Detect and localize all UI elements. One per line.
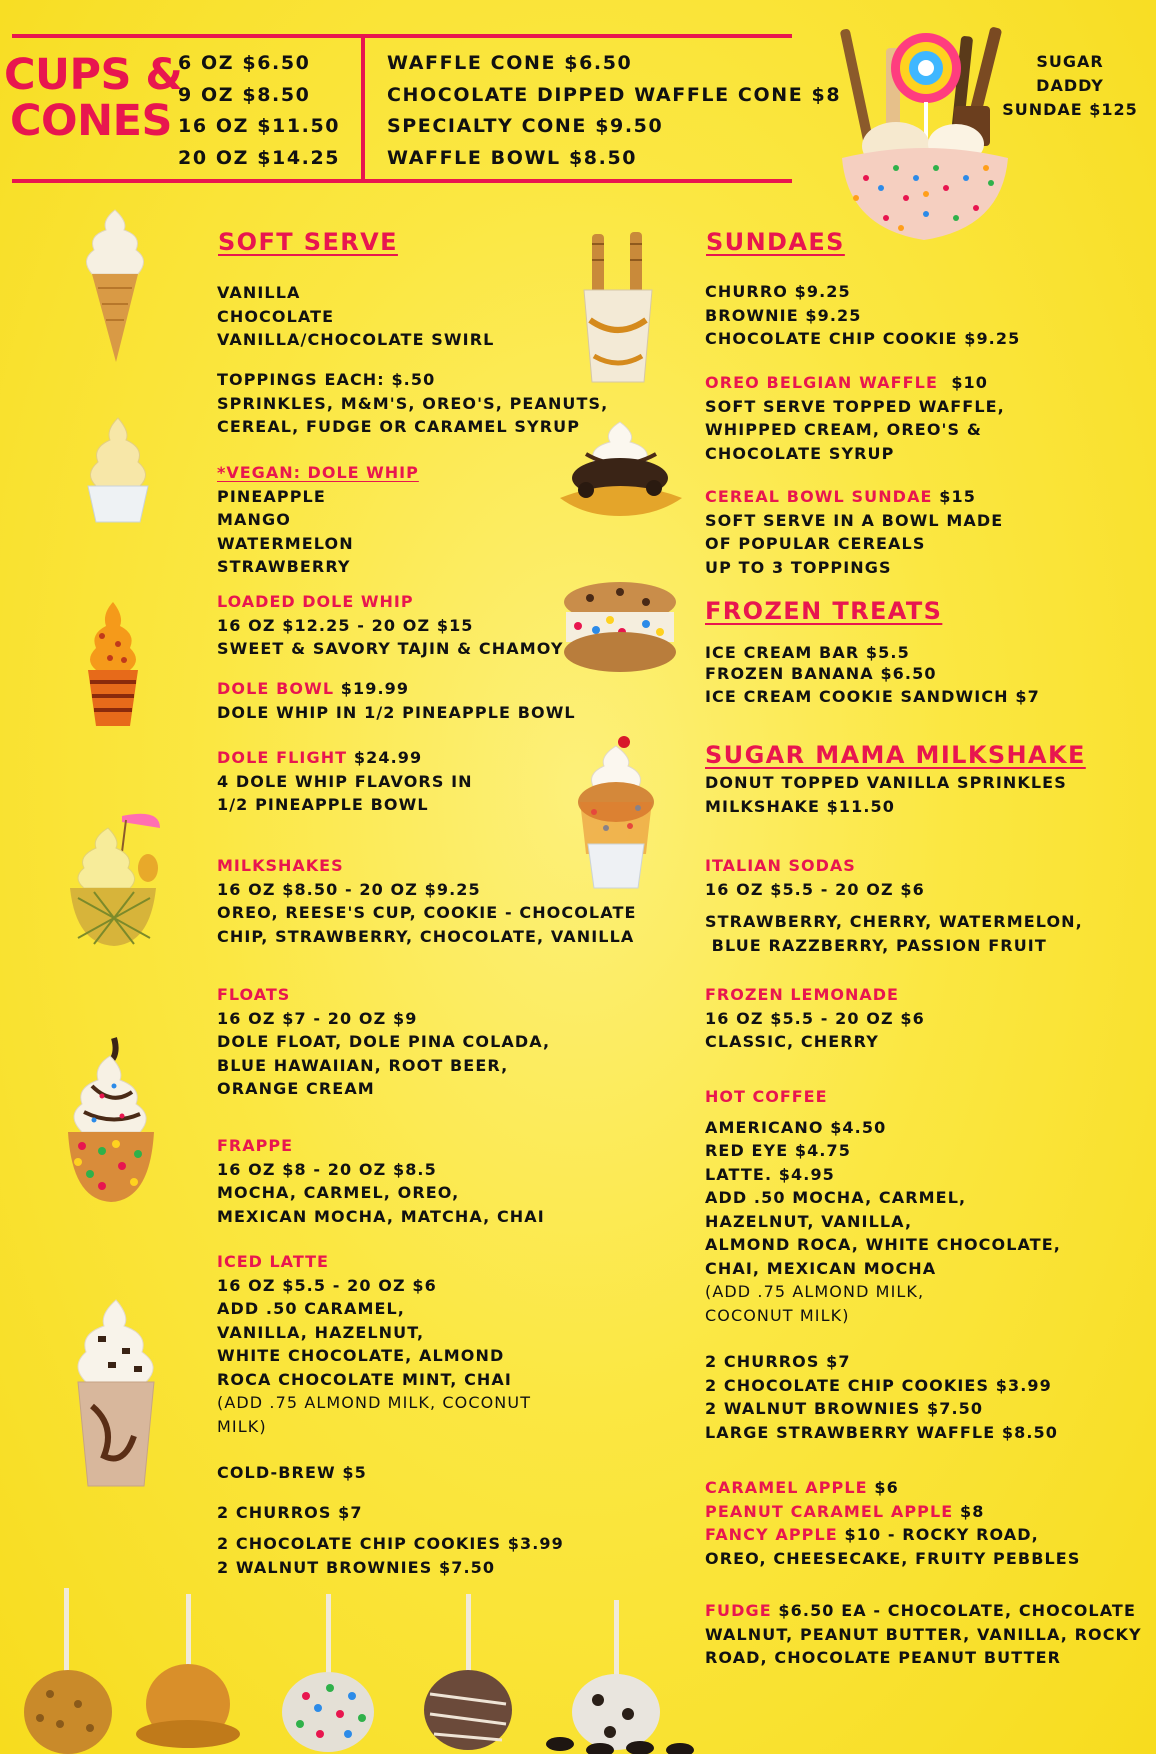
cone-item: CHOCOLATE DIPPED WAFFLE CONE $8 [387,83,842,106]
apple-price: $6 [867,1478,899,1497]
cereal-bowl-line: OF POPULAR CEREALS [705,534,926,553]
milkshakes-line: CHIP, STRAWBERRY, CHOCOLATE, VANILLA [217,926,635,946]
cereal-bowl-name: CEREAL BOWL SUNDAE [705,487,933,506]
header-top-rule [12,34,792,38]
apple-name: PEANUT CARAMEL APPLE [705,1501,954,1521]
apple-price: $8 [953,1501,985,1521]
dole-flight-name: DOLE FLIGHT [217,748,348,767]
vegan-flavor: PINEAPPLE [217,486,326,506]
cookies-item-left: 2 CHOCOLATE CHIP COOKIES $3.99 [217,1534,564,1553]
cereal-bowl-line: SOFT SERVE IN A BOWL MADE [705,510,1004,530]
floats-line: BLUE HAWAIIAN, ROOT BEER, [217,1055,509,1075]
fudge-block [705,1599,1142,1670]
apple-price: $10 - ROCKY ROAD, [837,1525,1039,1544]
frappe-line: MOCHA, CARMEL, OREO, [217,1183,460,1202]
loaded-dole-whip-block [217,590,564,661]
frappe-block [217,1134,545,1228]
vegan-flavor: STRAWBERRY [217,557,351,576]
italian-sodas-block [705,854,1083,957]
fudge-line: ROAD, CHOCOLATE PEANUT BUTTER [705,1648,1062,1667]
dole-flight-line: 4 DOLE WHIP FLAVORS IN [217,771,473,791]
sundae-item: BROWNIE $9.25 [705,305,862,325]
italian-sodas-line: STRAWBERRY, CHERRY, WATERMELON, [705,912,1083,931]
milkshakes-line: 16 OZ $8.50 - 20 OZ $9.25 [217,879,481,899]
iced-latte-block [217,1250,531,1438]
frozen-treats-list [705,642,1040,709]
milkshakes-line: OREO, REESE'S CUP, COOKIE - CHOCOLATE [217,903,637,922]
sundaes-list [705,280,1020,351]
loaded-dole-line: SWEET & SAVORY TAJIN & CHAMOY [217,639,564,658]
hot-coffee-line: RED EYE $4.75 [705,1141,852,1160]
vegan-flavor: WATERMELON [217,533,354,553]
iced-latte-line: ROCA CHOCOLATE MINT, CHAI [217,1369,512,1389]
italian-sodas-price: 16 OZ $5.5 - 20 OZ $6 [705,879,925,899]
bakery-item: LARGE STRAWBERRY WAFFLE $8.50 [705,1422,1059,1442]
soft-serve-title: SOFT SERVE [218,228,398,256]
cone-item: WAFFLE CONE $6.50 [387,52,633,74]
oreo-waffle-line: WHIPPED CREAM, OREO'S & [705,420,982,439]
dole-flight-block [217,746,473,817]
dole-flight-line: 1/2 PINEAPPLE BOWL [217,795,429,814]
hot-coffee-line: LATTE. $4.95 [705,1164,835,1184]
sugar-mama-line: MILKSHAKE $11.50 [705,796,896,816]
hot-coffee-line: AMERICANO $4.50 [705,1117,887,1137]
left-bakery-block [217,1532,564,1579]
hot-coffee-title: HOT COFFEE [705,1087,828,1106]
frozen-treat-item: ICE CREAM BAR $5.5 [705,643,910,662]
hot-coffee-line: HAZELNUT, VANILLA, [705,1211,913,1231]
header-bottom-rule [12,179,792,183]
hot-coffee-line: ADD .50 MOCHA, CARMEL, [705,1188,967,1207]
cup-size-item: 16 OZ $11.50 [178,115,341,137]
vegan-flavor: MANGO [217,510,291,529]
toppings-line: TOPPINGS EACH: $.50 [217,370,436,389]
cup-size-item: 20 OZ $14.25 [178,146,341,169]
caramel-apples-image [0,1584,720,1754]
ice-cream-cookie-sandwich-image [560,580,680,676]
italian-sodas-line: BLUE RAZZBERRY, PASSION FRUIT [705,935,1047,955]
iced-latte-line: ADD .50 CARAMEL, [217,1299,405,1318]
oreo-waffle-line: CHOCOLATE SYRUP [705,443,895,463]
oreo-waffle-line: SOFT SERVE TOPPED WAFFLE, [705,396,1005,416]
sugar-daddy-line2: SUNDAE $125 [1002,100,1138,119]
fudge-line: WALNUT, PEANUT BUTTER, VANILLA, ROCKY [705,1624,1142,1644]
hot-coffee-line: CHAI, MEXICAN MOCHA [705,1258,937,1278]
header-divider [361,36,365,182]
sugar-daddy-label [1000,50,1140,122]
frozen-lemonade-block [705,983,925,1054]
loaded-dole-title: LOADED DOLE WHIP [217,592,414,611]
cereal-bowl-line: UP TO 3 TOPPINGS [705,557,892,577]
pineapple-bowl-image [64,808,164,948]
cone-list [387,48,841,174]
cold-brew-item: COLD-BREW $5 [217,1463,367,1482]
iced-latte-line: WHITE CHOCOLATE, ALMOND [217,1346,505,1365]
apples-continued: OREO, CHEESECAKE, FRUITY PEBBLES [705,1548,1081,1568]
frappe-cup-image [64,1296,168,1490]
soft-serve-cone-image [80,208,150,364]
churros-item-left: 2 CHURROS $7 [217,1503,363,1522]
floats-title: FLOATS [217,985,291,1004]
cereal-bowl-price: $15 [932,487,976,506]
float-cup-image [62,1036,160,1204]
vegan-title: *VEGAN: DOLE WHIP [217,463,419,482]
iced-latte-note: MILK) [217,1416,267,1436]
cups-cones-title [4,52,182,144]
cup-size-item: 6 OZ $6.50 [178,52,311,74]
dole-bowl-block [217,677,576,724]
sundae-item: CHOCOLATE CHIP COOKIE $9.25 [705,329,1021,348]
dole-bowl-name: DOLE BOWL [217,679,335,698]
dole-bowl-line: DOLE WHIP IN 1/2 PINEAPPLE BOWL [217,702,576,722]
dole-whip-cup-image [80,416,156,526]
frappe-line: MEXICAN MOCHA, MATCHA, CHAI [217,1206,545,1226]
bakery-item: 2 CHOCOLATE CHIP COOKIES $3.99 [705,1375,1052,1395]
iced-latte-line: 16 OZ $5.5 - 20 OZ $6 [217,1275,437,1295]
apples-block [705,1476,1080,1570]
sundaes-title: SUNDAES [706,228,845,256]
iced-latte-note: (ADD .75 ALMOND MILK, COCONUT [217,1393,532,1412]
flavor-item: VANILLA/CHOCOLATE SWIRL [217,330,495,349]
floats-line: ORANGE CREAM [217,1079,375,1098]
frozen-lemonade-line: 16 OZ $5.5 - 20 OZ $6 [705,1008,925,1028]
hot-coffee-note: COCONUT MILK) [705,1305,850,1325]
loaded-dole-line: 16 OZ $12.25 - 20 OZ $15 [217,615,474,635]
frozen-treat-item: ICE CREAM COOKIE SANDWICH $7 [705,687,1040,706]
cups-title-line1: CUPS & [4,50,183,100]
flavor-item: VANILLA [217,283,301,302]
frozen-treat-item: FROZEN BANANA $6.50 [705,664,937,683]
floats-line: 16 OZ $7 - 20 OZ $9 [217,1008,418,1028]
dole-bowl-price: $19.99 [334,679,410,698]
hot-coffee-line: ALMOND ROCA, WHITE CHOCOLATE, [705,1235,1061,1254]
cereal-bowl-block [705,485,1003,579]
toppings-line: SPRINKLES, M&M'S, OREO'S, PEANUTS, [217,393,609,413]
sugar-mama-line: DONUT TOPPED VANILLA SPRINKLES [705,773,1067,792]
italian-sodas-title: ITALIAN SODAS [705,856,856,875]
apple-name: FANCY APPLE [705,1525,838,1544]
sugar-daddy-sundae-image [826,18,1022,242]
fudge-name: FUDGE [705,1601,772,1620]
iced-latte-line: VANILLA, HAZELNUT, [217,1322,425,1342]
sugar-mama-block [705,771,1067,818]
flavor-item: CHOCOLATE [217,306,335,326]
fudge-rest: $6.50 EA - CHOCOLATE, CHOCOLATE [771,1601,1136,1620]
frozen-lemonade-line: CLASSIC, CHERRY [705,1032,879,1051]
sundae-item: CHURRO $9.25 [705,282,851,301]
churro-sundae-image [578,230,658,386]
vegan-dole-whip-block [217,461,419,579]
oreo-waffle-block [705,371,1005,465]
toppings-line: CEREAL, FUDGE OR CARAMEL SYRUP [217,417,581,436]
frappe-title: FRAPPE [217,1136,294,1155]
soft-serve-flavors [217,281,494,352]
oreo-waffle-name: OREO BELGIAN WAFFLE [705,373,938,392]
sugar-mama-title: SUGAR MAMA MILKSHAKE [705,741,1086,769]
cone-item: WAFFLE BOWL $8.50 [387,146,638,169]
toppings-block [217,368,608,439]
milkshakes-block [217,854,637,948]
cup-size-item: 9 OZ $8.50 [178,83,311,106]
loaded-dole-whip-image [80,600,146,730]
floats-line: DOLE FLOAT, DOLE PINA COLADA, [217,1032,551,1051]
frozen-lemonade-title: FROZEN LEMONADE [705,985,899,1004]
dole-flight-price: $24.99 [347,748,423,767]
bakery-item: 2 WALNUT BROWNIES $7.50 [705,1399,984,1418]
bakery-item: 2 CHURROS $7 [705,1352,851,1371]
iced-latte-title: ICED LATTE [217,1252,329,1271]
cup-sizes-list [178,48,340,174]
oreo-waffle-price: $10 [937,373,989,392]
hot-coffee-note: (ADD .75 ALMOND MILK, [705,1282,925,1301]
cone-item: SPECIALTY CONE $9.50 [387,115,664,137]
milkshakes-title: MILKSHAKES [217,856,344,875]
frappe-line: 16 OZ $8 - 20 OZ $8.5 [217,1159,437,1179]
brownies-item-left: 2 WALNUT BROWNIES $7.50 [217,1557,496,1577]
right-bakery-block [705,1350,1058,1444]
cups-title-line2: CONES [10,96,172,146]
frozen-treats-title: FROZEN TREATS [705,597,943,625]
hot-coffee-block [705,1085,1061,1327]
apple-name: CARAMEL APPLE [705,1478,868,1497]
floats-block [217,983,550,1101]
sugar-daddy-line1: SUGAR DADDY [1036,52,1104,95]
